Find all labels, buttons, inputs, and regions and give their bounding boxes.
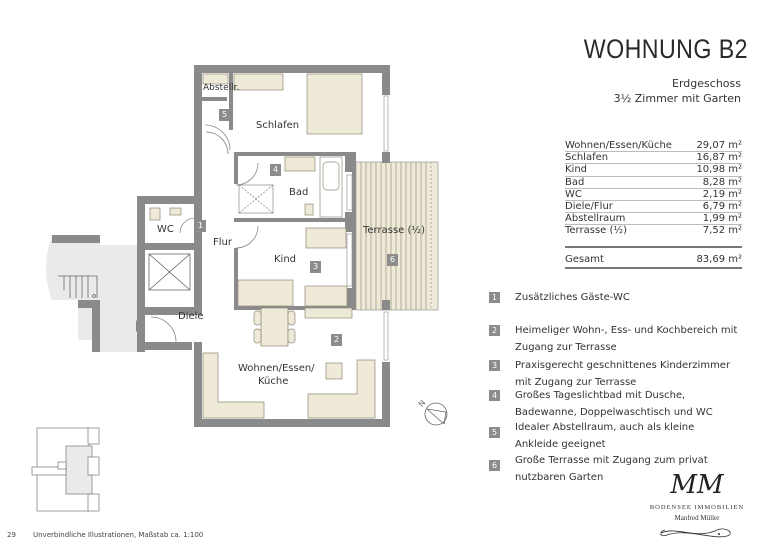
area-total-row: Gesamt 83,69 m²	[565, 246, 742, 269]
apartment-title: WOHNUNG B2	[583, 34, 748, 64]
room-label-terrasse: Terrasse (½)	[363, 225, 425, 236]
compass-icon	[425, 403, 447, 425]
footer-note: Unverbindliche Illustrationen, Maßstab ca. 1:100	[33, 531, 204, 539]
area-row: Terrasse (½) 7,52 m²	[565, 225, 742, 237]
feature-item: 2 Heimeliger Wohn-, Ess- und Kochbereich mit Zugang zur Terrasse	[489, 322, 739, 356]
room-label-abstellr: Abstellr.	[203, 83, 240, 93]
area-row: WC 2,19 m²	[565, 188, 742, 200]
feature-item: 5 Idealer Abstellraum, auch als kleine Ankleide geeignet	[489, 419, 739, 453]
elevator	[149, 254, 190, 290]
area-row: Diele/Flur 6,79 m²	[565, 200, 742, 212]
stairwell-area	[46, 235, 137, 352]
room-label-schlafen: Schlafen	[256, 120, 300, 131]
plan-marker-2: 2	[331, 334, 342, 346]
company-logo	[638, 470, 756, 544]
area-row: Bad 8,28 m²	[565, 176, 742, 188]
room-label-bad: Bad	[289, 187, 309, 198]
compass-north-label: N	[416, 398, 428, 409]
logo-monogram: MM	[670, 470, 724, 500]
plan-marker-4: 4	[270, 164, 281, 176]
feature-item: 3 Praxisgerecht geschnittenes Kinderzimmer mit Zugang zur Terrasse	[489, 357, 739, 391]
room-label-flur: Flur	[213, 237, 232, 248]
plan-marker-3: 3	[310, 261, 321, 273]
logo-owner: Manfred Müller	[674, 514, 720, 522]
plan-marker-5: 5	[219, 109, 230, 121]
area-row: Wohnen/Essen/Küche 29,07 m²	[565, 140, 742, 151]
room-label-kind: Kind	[274, 254, 297, 265]
room-label-wohnen-2: Küche	[258, 376, 289, 387]
room-label-wc: WC	[157, 224, 174, 235]
locator-map	[32, 428, 99, 511]
logo-flourish-icon	[657, 526, 737, 540]
feature-item: 4 Großes Tageslichtbad mit Dusche, Badewanne, Doppelwaschtisch und WC	[489, 387, 739, 421]
floor-label: Erdgeschoss	[672, 77, 741, 90]
logo-company: BODENSEE IMMOBILIEN	[649, 504, 745, 511]
area-row: Kind 10,98 m²	[565, 164, 742, 176]
plan-marker-1: 1	[195, 220, 206, 232]
feature-item: 1 Zusätzliches Gäste-WC	[489, 289, 739, 306]
feature-item: 6 Große Terrasse mit Zugang zum privat nutzbaren Garten	[489, 452, 739, 486]
page-number: 29	[7, 531, 16, 539]
plan-marker-6: 6	[387, 254, 398, 266]
room-label-diele: Diele	[178, 311, 204, 322]
area-table	[565, 140, 742, 269]
area-row: Schlafen 16,87 m²	[565, 152, 742, 164]
area-row: Abstellraum 1,99 m²	[565, 213, 742, 225]
room-label-wohnen-1: Wohnen/Essen/	[238, 363, 315, 374]
rooms-label: 3½ Zimmer mit Garten	[613, 92, 741, 105]
